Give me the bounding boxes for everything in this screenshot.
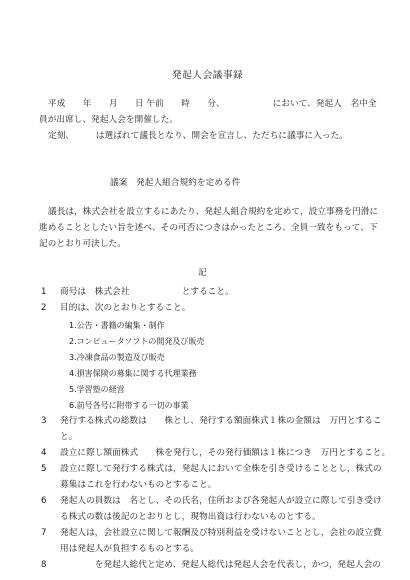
item-text: と。 <box>60 432 78 442</box>
item-text: 発起人は，会社設立に関して報酬及び特別利益を受けないこととし，会社の設立費 <box>60 528 382 538</box>
item-text: 目的は、次のとおりとすること。 <box>60 303 191 313</box>
item-number: 4 <box>41 448 47 458</box>
item-text: 発行する株式の総数は 株とし、発行する額面株式１株の金額は 万円とするこ <box>60 416 382 426</box>
item-text: 募集はこれを行わないものとすること。 <box>60 480 217 490</box>
ki-heading: 記 <box>198 268 207 278</box>
item-number: 1 <box>41 287 47 297</box>
item-number: 6 <box>41 496 47 506</box>
intro-line-2: 員が出席し、発起人会を開催した。 <box>39 115 179 125</box>
agenda-body-line: 進めることとしたい旨を述べ、その可否につきはかったところ、全員一致をもって、下 <box>39 223 378 233</box>
agenda-body-line: 記のとおり可決した。 <box>39 239 126 249</box>
intro-line-1: 平成 年 月 日 午前 時 分、 において、発起人 名中全 <box>48 99 377 109</box>
agenda-body-line: 議長は，株式会社を設立するにあたり、発起人組合規約を定めて，設立事務を円滑に <box>48 207 379 217</box>
purpose-item: 5.学習塾の経営 <box>69 385 125 394</box>
purpose-item: 4.損害保険の募集に関する代理業務 <box>69 369 197 378</box>
item-number: 2 <box>41 303 47 313</box>
item-number: 8 <box>41 560 47 570</box>
agenda-heading: 議案 発起人組合規約を定める件 <box>110 178 241 188</box>
item-text: 設立に際して発行する株式は，発起人において全株を引き受けることとし，株式の <box>60 464 382 474</box>
purpose-item: 2.コンピュータソフトの開発及び販売 <box>69 337 205 346</box>
item-number: 5 <box>41 464 47 474</box>
item-text: 用は発起人が負担するものとする。 <box>60 544 200 554</box>
item-number: 7 <box>41 528 47 538</box>
item-text: る株式の数は後記のとおりとし，現物出資は行わないものとする。 <box>60 512 321 522</box>
item-text: 発起人の員数は 名とし、その氏名，住所および各発起人が設立に際して引き受け <box>60 496 382 506</box>
purpose-item: 6.前号各号に附帯する一切の事業 <box>69 401 189 410</box>
item-number: 3 <box>41 416 47 426</box>
item-text: を発起人総代と定め、発起人総代は発起人会を代表し，かつ，発起人会の <box>60 560 381 570</box>
purpose-item: 1.公告・書籍の編集・制作 <box>69 321 165 330</box>
document-title: 発起人会議事録 <box>172 70 244 81</box>
intro-line-3: 定刻、 は選ばれて議長となり、開会を宣言し、ただちに議事に入った。 <box>48 131 348 141</box>
item-text: 設立に際し額面株式 株を発行し，その発行価額は１株につき 万円とすること。 <box>60 448 391 458</box>
item-text: 商号は 株式会社 とすること。 <box>60 287 234 297</box>
purpose-item: 3.冷凍食品の製造及び販売 <box>69 353 165 362</box>
